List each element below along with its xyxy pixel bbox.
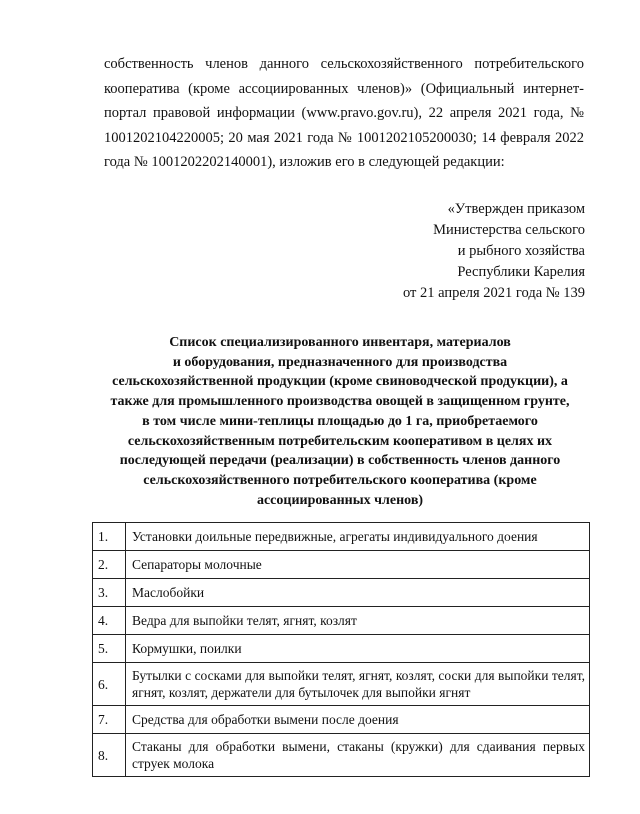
row-text: Установки доильные передвижные, агрегаты индивидуального доения	[126, 523, 590, 551]
row-text: Ведра для выпойки телят, ягнят, козлят	[126, 607, 590, 635]
row-number: 1.	[93, 523, 126, 551]
row-number: 8.	[93, 734, 126, 777]
row-text: Бутылки с сосками для выпойки телят, ягнят, козлят, соски для выпойки телят, ягнят, козлят, держатели для бутылочек для выпойки ягнят	[126, 663, 590, 706]
row-number: 7.	[93, 706, 126, 734]
row-number: 3.	[93, 579, 126, 607]
paragraph-line: кооператива (кроме ассоциированных членов)» (Официальный интернет-	[104, 80, 584, 97]
heading-line: сельскохозяйственным потребительским кооперативом в целях их	[127, 433, 553, 449]
row-text: Маслобойки	[126, 579, 590, 607]
heading-line: ассоциированных членов)	[256, 492, 424, 508]
heading-line: сельскохозяйственного потребительского кооператива (кроме	[143, 472, 537, 488]
table-row	[93, 523, 590, 551]
paragraph-line: портал правовой информации (www.pravo.gov.ru), 22 апреля 2021 года, №	[104, 105, 584, 121]
row-number: 2.	[93, 551, 126, 579]
row-number: 5.	[93, 635, 126, 663]
paragraph-line: 1001202104220005; 20 мая 2021 года № 1001202105200030; 14 февраля 2022	[104, 129, 584, 146]
table-row	[93, 551, 590, 579]
row-text: Стаканы для обработки вымени, стаканы (кружки) для сдаивания первых струек молока	[126, 734, 590, 777]
table-row	[93, 706, 590, 734]
paragraph-line: собственность членов данного сельскохозяйственного потребительского	[104, 56, 584, 72]
table-row	[93, 663, 590, 706]
heading-line: также для промышленного производства овощей в защищенном грунте,	[110, 394, 570, 410]
approval-line: Министерства сельского	[433, 222, 585, 238]
paragraph-line: года № 1001202202140001), изложив его в следующей редакции:	[104, 154, 505, 170]
table-row	[93, 607, 590, 635]
row-text: Кормушки, поилки	[126, 635, 590, 663]
table-row	[93, 579, 590, 607]
row-text: Сепараторы молочные	[126, 551, 590, 579]
row-text: Средства для обработки вымени после доения	[126, 706, 590, 734]
heading-line: в том числе мини-теплицы площадью до 1 га, приобретаемого	[142, 413, 538, 429]
table-row	[93, 635, 590, 663]
approval-line: Республики Карелия	[457, 264, 585, 280]
list-heading	[100, 333, 580, 510]
row-number: 6.	[93, 663, 126, 706]
approval-line: «Утвержден приказом	[447, 201, 585, 217]
intro-paragraph	[104, 52, 584, 175]
table-row	[93, 734, 590, 777]
row-number: 4.	[93, 607, 126, 635]
equipment-table	[92, 522, 590, 777]
heading-line: и оборудования, предназначенного для производства	[172, 354, 508, 370]
heading-line: последующей передачи (реализации) в собственность членов данного	[119, 453, 561, 469]
approval-line: от 21 апреля 2021 года № 139	[402, 285, 585, 301]
heading-line: сельскохозяйственной продукции (кроме свиноводческой продукции), а	[112, 374, 568, 390]
heading-line: Список специализированного инвентаря, материалов	[169, 335, 511, 350]
approval-block	[325, 199, 585, 304]
approval-line: и рыбного хозяйства	[457, 243, 585, 259]
